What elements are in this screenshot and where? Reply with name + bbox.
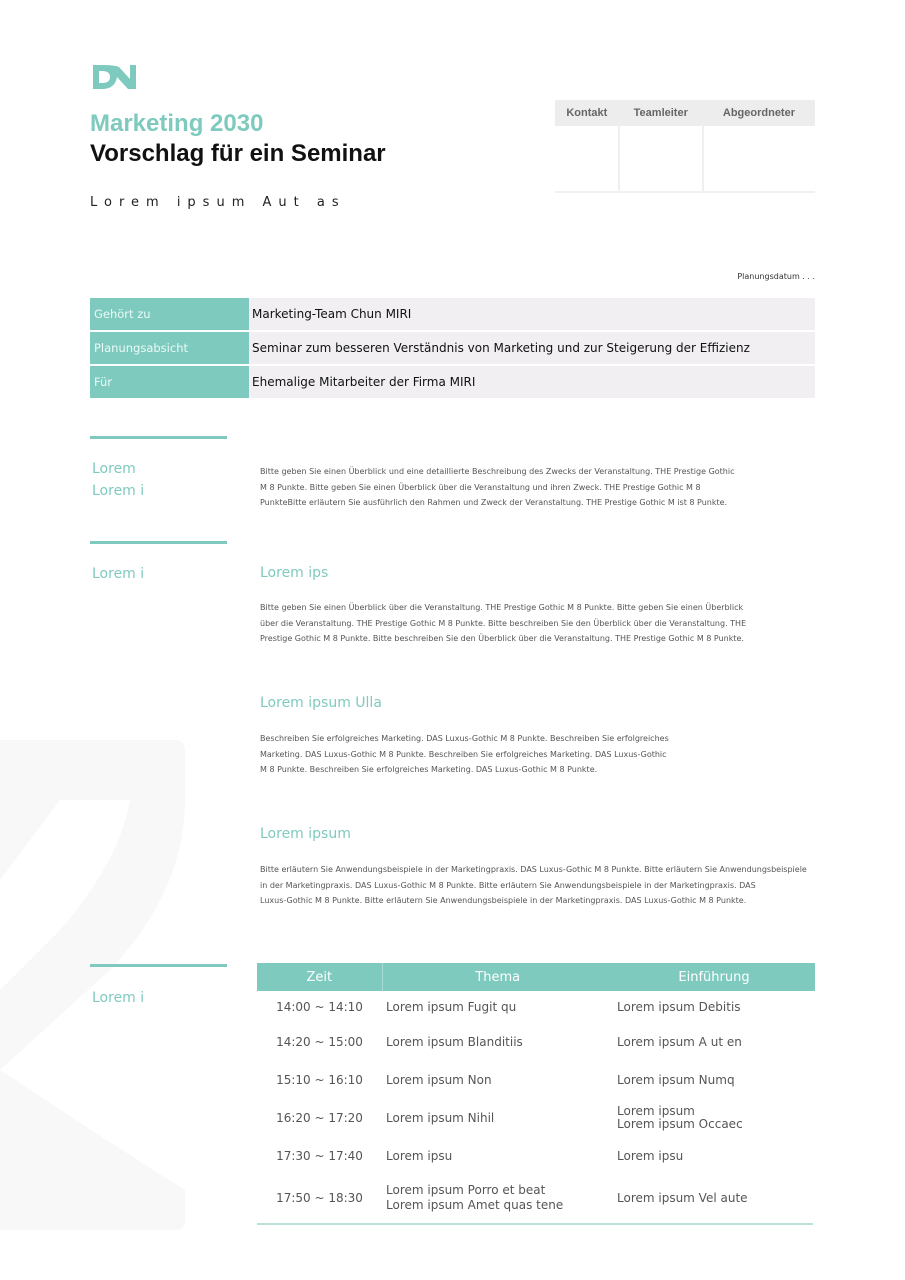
text-line: Bitte geben Sie einen Überblick über die Veranstaltung. THE Prestige Gothic M 8 Punkte. Bitte geben Sie einen Überblick — [260, 603, 744, 612]
sub-text — [260, 862, 807, 909]
schedule-intro — [613, 1099, 815, 1137]
section3-label: Lorem i — [92, 990, 145, 1006]
schedule-topic — [382, 1061, 613, 1099]
background-shape — [0, 740, 190, 1230]
text-line: Marketing. DAS Luxus-Gothic M 8 Punkte. Beschreiben Sie erfolgreiches Marketing. DAS Luxus-Gothic — [260, 749, 667, 759]
schedule-topic — [382, 1175, 613, 1221]
schedule-time: 14:00 ~ 14:10 — [276, 999, 363, 1014]
approval-cell-deputy[interactable] — [703, 126, 815, 192]
topic-line: Lorem ipsu — [386, 1148, 453, 1163]
text-line: in der Marketingpraxis. DAS Luxus-Gothic M 8 Punkte. Bitte erläutern Sie Anwendungsbeispiele in der Marketingpraxis. DAS — [260, 880, 756, 890]
section-divider — [90, 541, 227, 544]
title-small: Marketing 2030 — [90, 110, 264, 137]
dm-logo-icon — [90, 62, 140, 92]
page-title: Vorschlag für ein Seminar — [90, 140, 386, 167]
schedule-time: 15:10 ~ 16:10 — [276, 1072, 363, 1087]
info-row — [90, 332, 815, 364]
schedule-intro — [613, 1137, 815, 1175]
topic-line: Lorem ipsum Fugit qu — [386, 999, 517, 1014]
schedule-topic — [382, 1137, 613, 1175]
text-line: M 8 Punkte. Beschreiben Sie erfolgreiches Marketing. DAS Luxus-Gothic M 8 Punkte. — [260, 765, 598, 774]
schedule-table — [257, 963, 815, 1221]
topic-line: Lorem ipsum Amet quas tene — [386, 1198, 564, 1212]
text-line: M 8 Punkte. Bitte geben Sie einen Überblick über die Veranstaltung und ihren Zweck. THE Prestige Gothic M 8 — [260, 482, 701, 492]
intro-line: Lorem ipsum A ut en — [617, 1034, 742, 1049]
section2-label: Lorem i — [92, 566, 145, 582]
section-divider — [90, 436, 227, 439]
info-table — [90, 296, 815, 400]
schedule-time: 17:50 ~ 18:30 — [276, 1190, 363, 1205]
sub-heading: Lorem ipsum — [260, 826, 351, 842]
topic-line: Lorem ipsum Blanditiis — [386, 1034, 523, 1049]
sub-text — [260, 731, 669, 778]
schedule-topic — [382, 991, 613, 1023]
table-row — [257, 991, 815, 1023]
planning-date: Planungsdatum . . . — [737, 272, 815, 281]
schedule-header-time: Zeit — [257, 963, 382, 991]
schedule-time: 17:30 ~ 17:40 — [276, 1148, 363, 1163]
sub-heading: Lorem ipsum Ulla — [260, 695, 382, 711]
topic-line: Lorem ipsum Nihil — [386, 1110, 495, 1125]
info-value: Marketing-Team Chun MIRI — [249, 298, 815, 330]
intro-line: Lorem ipsum Vel aute — [617, 1190, 748, 1205]
sub-text — [260, 600, 746, 647]
schedule-intro — [613, 1023, 815, 1061]
schedule-header-topic: Thema — [382, 963, 613, 991]
text-line: Bitte erläutern Sie Anwendungsbeispiele in der Marketingpraxis. DAS Luxus-Gothic M 8 Punkte. Bitte erläutern Sie Anwendungsbeispiele — [260, 865, 807, 874]
schedule-header-intro: Einführung — [613, 963, 815, 991]
text-line: PunkteBitte erläutern Sie ausführlich den Rahmen und Zweck der Veranstaltung. THE Prestige Gothic M ist 8 Punkte. — [260, 498, 728, 507]
page-subtitle: Lorem ipsum Aut as — [90, 195, 346, 210]
approval-cell-contact[interactable] — [555, 126, 619, 192]
info-value: Seminar zum besseren Verständnis von Marketing und zur Steigerung der Effizienz — [249, 332, 815, 364]
sub-heading: Lorem ips — [260, 565, 329, 581]
table-row — [257, 1099, 815, 1137]
intro-line: Lorem ipsum Occaec — [617, 1117, 743, 1131]
schedule-topic — [382, 1023, 613, 1061]
section1-label-line2: Lorem i — [92, 483, 145, 499]
info-key: Für — [90, 366, 249, 398]
table-row — [257, 1061, 815, 1099]
approval-table — [555, 100, 815, 193]
info-key: Gehört zu — [90, 298, 249, 330]
section1-label-line1: Lorem — [92, 461, 136, 477]
section1-text — [260, 464, 735, 511]
approval-header-teamlead: Teamleiter — [619, 100, 703, 126]
schedule-intro — [613, 991, 815, 1023]
schedule-intro — [613, 1061, 815, 1099]
info-key: Planungsabsicht — [90, 332, 249, 364]
text-line: Prestige Gothic M 8 Punkte. Bitte beschreiben Sie den Überblick über die Veranstaltung. THE Prestige Gothic M 8 Punkte. — [260, 634, 744, 643]
section-divider — [90, 964, 227, 967]
approval-header-contact: Kontakt — [555, 100, 619, 126]
intro-line: Lorem ipsum Debitis — [617, 999, 741, 1014]
schedule-topic — [382, 1099, 613, 1137]
intro-line: Lorem ipsu — [617, 1148, 684, 1163]
info-value: Ehemalige Mitarbeiter der Firma MIRI — [249, 366, 815, 398]
topic-line: Lorem ipsum Porro et beat — [386, 1183, 546, 1197]
schedule-time: 16:20 ~ 17:20 — [276, 1110, 363, 1125]
text-line: über die Veranstaltung. THE Prestige Gothic M 8 Punkte. Bitte beschreiben Sie den Überblick über die Veranstaltung. THE — [260, 618, 747, 628]
schedule-bottom-line — [257, 1223, 813, 1225]
approval-header-deputy: Abgeordneter — [703, 100, 815, 126]
table-row — [257, 1023, 815, 1061]
intro-line: Lorem ipsum Numq — [617, 1072, 735, 1087]
table-row — [257, 1137, 815, 1175]
schedule-intro — [613, 1175, 815, 1221]
intro-line: Lorem ipsum — [617, 1104, 695, 1118]
table-row — [257, 1175, 815, 1221]
schedule-time: 14:20 ~ 15:00 — [276, 1034, 363, 1049]
text-line: Luxus-Gothic M 8 Punkte. Bitte erläutern Sie Anwendungsbeispiele in der Marketingpraxis. DAS Luxus-Gothic M 8 Punkte. — [260, 896, 747, 905]
text-line: Beschreiben Sie erfolgreiches Marketing. DAS Luxus-Gothic M 8 Punkte. Beschreiben Sie erfolgreiches — [260, 734, 669, 743]
text-line: Bitte geben Sie einen Überblick und eine detaillierte Beschreibung des Zwecks der Veranstaltung. THE Prestige Gothic — [260, 467, 735, 476]
info-row — [90, 298, 815, 330]
info-row — [90, 366, 815, 398]
section1-label — [92, 458, 144, 502]
approval-cell-teamlead[interactable] — [619, 126, 703, 192]
topic-line: Lorem ipsum Non — [386, 1072, 492, 1087]
